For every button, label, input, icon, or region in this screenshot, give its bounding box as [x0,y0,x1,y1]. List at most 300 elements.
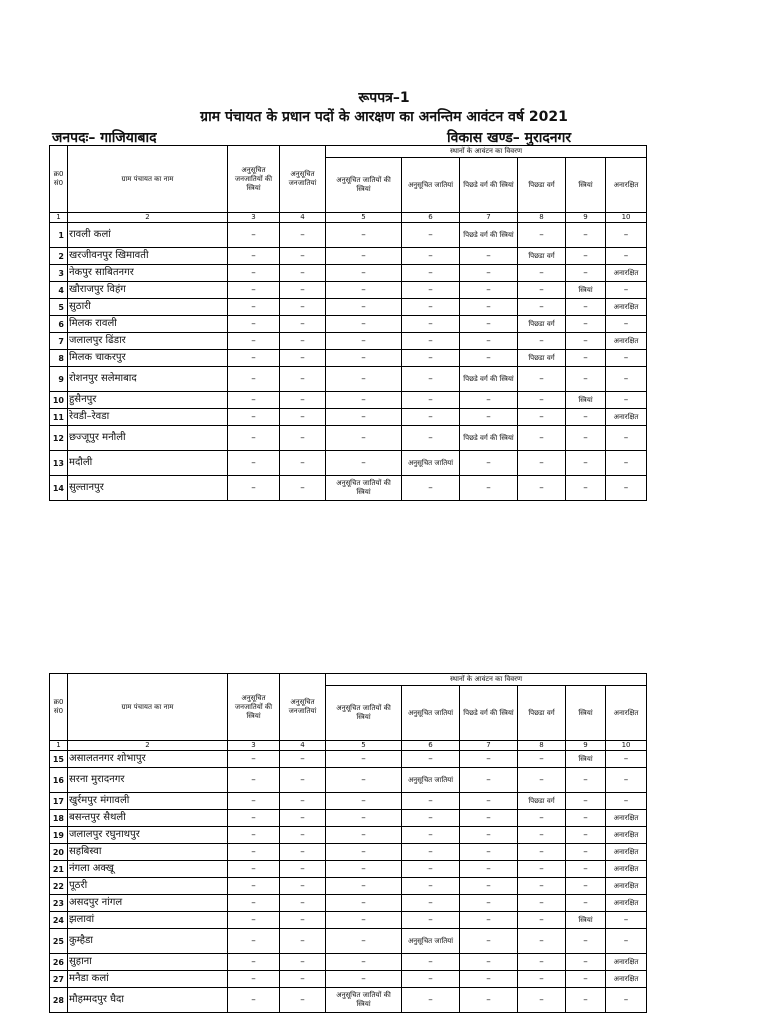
empty-cell: – [280,282,326,299]
row-serial: 13 [50,451,68,476]
empty-cell: – [606,367,647,392]
empty-cell: – [460,282,518,299]
empty-cell: – [518,367,566,392]
empty-cell: – [566,409,606,426]
empty-cell: – [566,954,606,971]
table-row [50,751,647,768]
gram-panchayat-name: नेकपुर साबितनगर [68,265,228,282]
reservation-category: अनारक्षित [606,409,647,426]
reservation-category: अनुसूचित जातियों की स्त्रियां [326,988,402,1013]
district-label: जनपदः– गाजियाबाद [52,130,157,146]
empty-cell: – [606,768,647,793]
row-serial: 7 [50,333,68,350]
empty-cell: – [280,929,326,954]
empty-cell: – [606,350,647,367]
empty-cell: – [326,929,402,954]
empty-cell: – [460,861,518,878]
gram-panchayat-name: मिलक चाकरपुर [68,350,228,367]
reservation-category: पिछडे वर्ग की स्त्रियां [460,367,518,392]
column-number: 8 [518,741,566,751]
page-title: ग्राम पंचायत के प्रधान पदों के आरक्षण का अनन्तिम आवंटन वर्ष 2021 [200,109,568,125]
reservation-category: अनुसूचित जातियों की स्त्रियां [326,476,402,501]
table-row [50,367,647,392]
obc-header: पिछडा वर्ग [518,158,566,213]
empty-cell: – [326,861,402,878]
empty-cell: – [280,971,326,988]
reservation-category: स्त्रियां [566,282,606,299]
gram-panchayat-name: झलावां [68,912,228,929]
empty-cell: – [566,988,606,1013]
table-row [50,476,647,501]
empty-cell: – [606,912,647,929]
column-number-row [50,213,647,223]
empty-cell: – [402,912,460,929]
row-serial: 22 [50,878,68,895]
column-number: 6 [402,741,460,751]
empty-cell: – [460,316,518,333]
gram-panchayat-name: खौराजपुर विहंग [68,282,228,299]
empty-cell: – [402,265,460,282]
empty-cell: – [518,223,566,248]
empty-cell: – [228,895,280,912]
reservation-category: अनारक्षित [606,333,647,350]
table-row [50,409,647,426]
table-row [50,861,647,878]
gram-panchayat-name: सुहाना [68,954,228,971]
gram-panchayat-name: मदौली [68,451,228,476]
empty-cell: – [280,223,326,248]
empty-cell: – [228,929,280,954]
gram-panchayat-name: जलालपुर रघुनाथपुर [68,827,228,844]
empty-cell: – [460,751,518,768]
gram-panchayat-name: असालतनगर शोभापुर [68,751,228,768]
empty-cell: – [326,426,402,451]
empty-cell: – [402,844,460,861]
empty-cell: – [326,971,402,988]
empty-cell: – [228,827,280,844]
empty-cell: – [228,912,280,929]
empty-cell: – [326,827,402,844]
empty-cell: – [566,265,606,282]
column-number: 10 [606,213,647,223]
row-serial: 23 [50,895,68,912]
row-serial: 12 [50,426,68,451]
empty-cell: – [518,827,566,844]
table-row [50,299,647,316]
empty-cell: – [280,248,326,265]
row-serial: 26 [50,954,68,971]
column-number: 7 [460,213,518,223]
table-row [50,895,647,912]
empty-cell: – [460,451,518,476]
column-number: 3 [228,741,280,751]
empty-cell: – [402,316,460,333]
column-number: 8 [518,213,566,223]
empty-cell: – [460,878,518,895]
women-header: स्त्रियां [566,686,606,741]
empty-cell: – [402,409,460,426]
obc-women-header: पिछडे वर्ग की स्त्रियां [460,686,518,741]
column-number: 10 [606,741,647,751]
empty-cell: – [606,476,647,501]
empty-cell: – [326,810,402,827]
empty-cell: – [228,350,280,367]
empty-cell: – [566,929,606,954]
gram-panchayat-name: सरना मुरादनगर [68,768,228,793]
empty-cell: – [280,350,326,367]
empty-cell: – [228,751,280,768]
empty-cell: – [402,793,460,810]
reservation-category: पिछडा वर्ग [518,793,566,810]
row-serial: 19 [50,827,68,844]
empty-cell: – [402,751,460,768]
reservation-category: स्त्रियां [566,392,606,409]
sc-header: अनुसूचित जातियां [402,158,460,213]
row-serial: 1 [50,223,68,248]
empty-cell: – [402,827,460,844]
column-number: 9 [566,741,606,751]
empty-cell: – [228,954,280,971]
empty-cell: – [566,367,606,392]
empty-cell: – [566,861,606,878]
empty-cell: – [566,316,606,333]
row-serial: 11 [50,409,68,426]
empty-cell: – [518,988,566,1013]
table-row [50,426,647,451]
table-row [50,912,647,929]
empty-cell: – [566,223,606,248]
row-serial: 4 [50,282,68,299]
empty-cell: – [228,223,280,248]
column-number: 4 [280,741,326,751]
empty-cell: – [606,988,647,1013]
empty-cell: – [518,265,566,282]
row-serial: 16 [50,768,68,793]
reservation-category: अनुसूचित जातियां [402,451,460,476]
empty-cell: – [326,409,402,426]
empty-cell: – [518,476,566,501]
table-row [50,844,647,861]
column-number-row [50,741,647,751]
empty-cell: – [402,223,460,248]
empty-cell: – [280,476,326,501]
empty-cell: – [280,878,326,895]
empty-cell: – [280,861,326,878]
empty-cell: – [606,316,647,333]
empty-cell: – [606,248,647,265]
reservation-category: पिछडा वर्ग [518,248,566,265]
obc-header: पिछडा वर्ग [518,686,566,741]
reservation-category: अनारक्षित [606,299,647,316]
empty-cell: – [402,367,460,392]
empty-cell: – [402,861,460,878]
empty-cell: – [326,316,402,333]
reservation-category: अनारक्षित [606,971,647,988]
empty-cell: – [566,895,606,912]
row-serial: 17 [50,793,68,810]
empty-cell: – [280,954,326,971]
sc-women-header: अनुसूचित जातियों की स्त्रियां [326,158,402,213]
women-header: स्त्रियां [566,158,606,213]
st-header: अनुसूचित जनजातियां [280,146,326,213]
column-number: 6 [402,213,460,223]
table-row [50,392,647,409]
empty-cell: – [518,912,566,929]
empty-cell: – [402,971,460,988]
empty-cell: – [606,223,647,248]
empty-cell: – [566,451,606,476]
empty-cell: – [566,333,606,350]
empty-cell: – [402,476,460,501]
reservation-category: स्त्रियां [566,912,606,929]
empty-cell: – [460,409,518,426]
gram-panchayat-name: कुम्हैडा [68,929,228,954]
reservation-category: अनारक्षित [606,265,647,282]
gram-panchayat-name: नंगला अक्खू [68,861,228,878]
empty-cell: – [402,895,460,912]
empty-cell: – [566,827,606,844]
empty-cell: – [518,392,566,409]
name-header: ग्राम पंचायत का नाम [68,674,228,741]
row-serial: 21 [50,861,68,878]
table-row [50,282,647,299]
empty-cell: – [228,451,280,476]
empty-cell: – [280,912,326,929]
empty-cell: – [228,265,280,282]
obc-women-header: पिछडे वर्ग की स्त्रियां [460,158,518,213]
table-row [50,988,647,1013]
gram-panchayat-name: असदपुर नांगल [68,895,228,912]
gram-panchayat-name: खरजीवनपुर खिमावती [68,248,228,265]
empty-cell: – [566,793,606,810]
gram-panchayat-name: सुठारी [68,299,228,316]
empty-cell: – [326,878,402,895]
empty-cell: – [518,426,566,451]
serial-header: क्र0 सं0 [50,674,68,741]
sc-header: अनुसूचित जातियां [402,686,460,741]
gram-panchayat-name: खुर्रमपुर मंगावली [68,793,228,810]
empty-cell: – [228,248,280,265]
column-number: 5 [326,741,402,751]
empty-cell: – [460,895,518,912]
reservation-category: स्त्रियां [566,751,606,768]
empty-cell: – [566,350,606,367]
empty-cell: – [460,793,518,810]
empty-cell: – [460,333,518,350]
empty-cell: – [402,299,460,316]
empty-cell: – [402,878,460,895]
row-serial: 5 [50,299,68,316]
unreserved-header: अनारक्षित [606,158,647,213]
table-row [50,768,647,793]
empty-cell: – [518,409,566,426]
empty-cell: – [566,476,606,501]
empty-cell: – [402,392,460,409]
empty-cell: – [460,929,518,954]
empty-cell: – [326,223,402,248]
empty-cell: – [326,768,402,793]
empty-cell: – [402,988,460,1013]
empty-cell: – [228,878,280,895]
table-row [50,223,647,248]
empty-cell: – [518,929,566,954]
empty-cell: – [460,299,518,316]
empty-cell: – [566,426,606,451]
empty-cell: – [460,810,518,827]
table-row [50,827,647,844]
st-women-header: अनुसूचित जनजातियों की स्त्रियां [228,146,280,213]
empty-cell: – [326,895,402,912]
empty-cell: – [228,844,280,861]
column-number: 1 [50,213,68,223]
reservation-category: अनुसूचित जातियां [402,768,460,793]
reservation-table-2 [49,673,647,1013]
empty-cell: – [228,861,280,878]
name-header: ग्राम पंचायत का नाम [68,146,228,213]
empty-cell: – [228,988,280,1013]
empty-cell: – [460,768,518,793]
reservation-category: अनारक्षित [606,861,647,878]
row-serial: 15 [50,751,68,768]
empty-cell: – [460,476,518,501]
empty-cell: – [326,793,402,810]
sc-women-header: अनुसूचित जातियों की स्त्रियां [326,686,402,741]
empty-cell: – [518,810,566,827]
reservation-category: पिछडा वर्ग [518,350,566,367]
empty-cell: – [566,810,606,827]
empty-cell: – [280,409,326,426]
unreserved-header: अनारक्षित [606,686,647,741]
empty-cell: – [402,954,460,971]
empty-cell: – [326,954,402,971]
empty-cell: – [606,426,647,451]
empty-cell: – [228,392,280,409]
empty-cell: – [402,350,460,367]
table-row [50,333,647,350]
serial-header: क्र0 सं0 [50,146,68,213]
empty-cell: – [460,827,518,844]
empty-cell: – [518,768,566,793]
table-row [50,248,647,265]
row-serial: 24 [50,912,68,929]
empty-cell: – [460,350,518,367]
gram-panchayat-name: सहबिस्वा [68,844,228,861]
reservation-category: अनारक्षित [606,844,647,861]
reservation-category: अनारक्षित [606,954,647,971]
empty-cell: – [228,333,280,350]
gram-panchayat-name: बसन्तपुर सैथली [68,810,228,827]
row-serial: 28 [50,988,68,1013]
empty-cell: – [518,861,566,878]
table-row [50,810,647,827]
row-serial: 3 [50,265,68,282]
column-number: 2 [68,741,228,751]
empty-cell: – [326,451,402,476]
empty-cell: – [402,426,460,451]
empty-cell: – [326,299,402,316]
table-body [50,223,647,501]
gram-panchayat-name: रोशनपुर सलेमाबाद [68,367,228,392]
empty-cell: – [326,751,402,768]
gram-panchayat-name: पूठरी [68,878,228,895]
empty-cell: – [606,451,647,476]
empty-cell: – [518,954,566,971]
empty-cell: – [606,751,647,768]
empty-cell: – [566,299,606,316]
empty-cell: – [606,793,647,810]
empty-cell: – [280,299,326,316]
empty-cell: – [326,392,402,409]
empty-cell: – [518,895,566,912]
empty-cell: – [228,282,280,299]
reservation-category: अनारक्षित [606,827,647,844]
row-serial: 8 [50,350,68,367]
row-serial: 10 [50,392,68,409]
empty-cell: – [228,476,280,501]
empty-cell: – [280,333,326,350]
empty-cell: – [460,954,518,971]
column-number: 7 [460,741,518,751]
empty-cell: – [460,988,518,1013]
empty-cell: – [566,844,606,861]
gram-panchayat-name: हुसैनपुर [68,392,228,409]
empty-cell: – [228,793,280,810]
empty-cell: – [280,426,326,451]
empty-cell: – [228,426,280,451]
empty-cell: – [280,895,326,912]
empty-cell: – [518,844,566,861]
gram-panchayat-name: रेवडी–रेवडा [68,409,228,426]
gram-panchayat-name: जलालपुर ढिंडार [68,333,228,350]
empty-cell: – [566,971,606,988]
empty-cell: – [280,844,326,861]
column-number: 1 [50,741,68,751]
empty-cell: – [566,248,606,265]
empty-cell: – [606,282,647,299]
empty-cell: – [280,451,326,476]
empty-cell: – [228,316,280,333]
empty-cell: – [518,299,566,316]
st-women-header: अनुसूचित जनजातियों की स्त्रियां [228,674,280,741]
column-number: 5 [326,213,402,223]
table-row [50,878,647,895]
st-header: अनुसूचित जनजातियां [280,674,326,741]
empty-cell: – [228,768,280,793]
gram-panchayat-name: रावली कलां [68,223,228,248]
reservation-category: अनारक्षित [606,895,647,912]
reservation-category: अनारक्षित [606,810,647,827]
empty-cell: – [280,392,326,409]
empty-cell: – [518,878,566,895]
empty-cell: – [326,265,402,282]
allocation-group-header: स्थानों के आवंटन का विवरण [326,146,647,158]
row-serial: 14 [50,476,68,501]
empty-cell: – [402,810,460,827]
row-serial: 18 [50,810,68,827]
empty-cell: – [460,248,518,265]
empty-cell: – [228,409,280,426]
row-serial: 27 [50,971,68,988]
table-body [50,751,647,1013]
table-row [50,929,647,954]
table-row [50,265,647,282]
empty-cell: – [228,810,280,827]
form-number: रूपपत्र–1 [358,90,410,106]
empty-cell: – [228,971,280,988]
empty-cell: – [460,265,518,282]
empty-cell: – [518,971,566,988]
empty-cell: – [280,316,326,333]
